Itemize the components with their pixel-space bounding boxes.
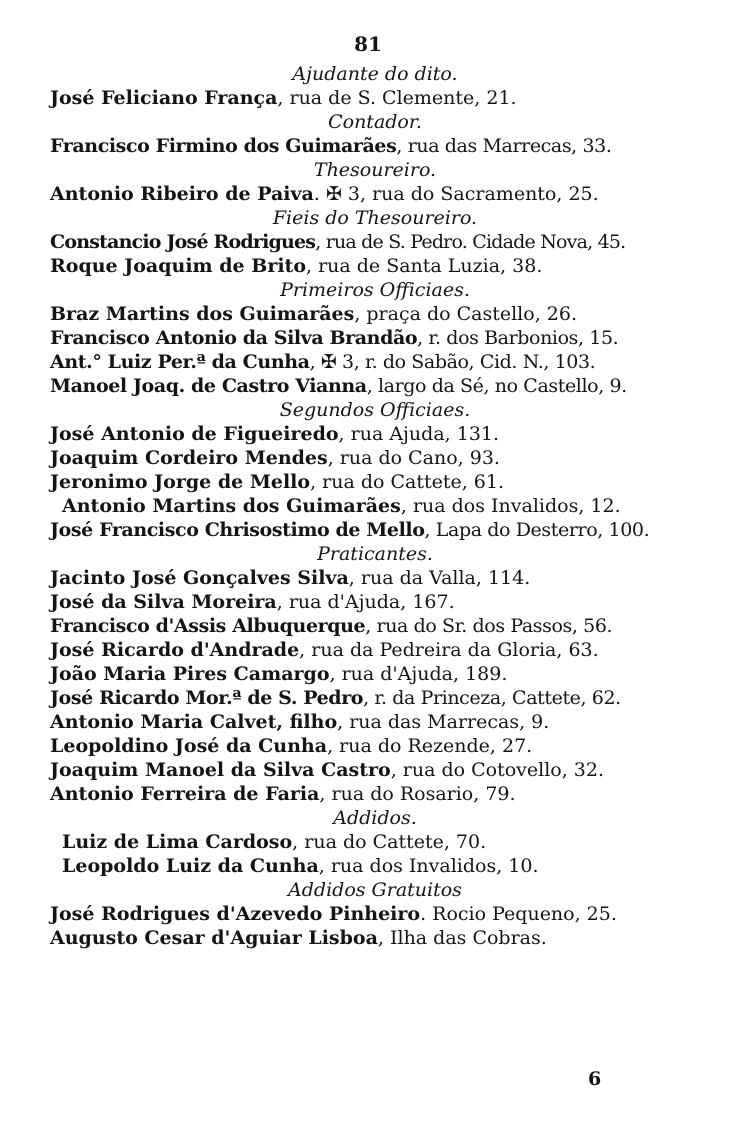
section-heading: Segundos Officiaes. — [279, 399, 471, 421]
entry-address: , r. dos Barbonios, 15. — [417, 327, 619, 349]
directory-entry — [50, 446, 690, 470]
directory-entry — [50, 854, 690, 878]
entry-name: José Rodrigues d'Azevedo Pinheiro — [50, 903, 421, 925]
directory-entry — [50, 638, 690, 662]
directory-entry — [50, 782, 690, 806]
entry-name: Luiz de Lima Cardoso — [62, 831, 293, 853]
directory-entry — [50, 254, 690, 278]
entry-name: José Francisco Chrisostimo de Mello — [50, 519, 425, 541]
entry-address: , rua do Cano, 93. — [327, 447, 500, 469]
entry-address: , rua dos Invalidos, 12. — [400, 495, 621, 517]
directory-entry — [50, 518, 690, 542]
directory-entry — [50, 566, 690, 590]
entry-address: . ✠ 3, rua do Sacramento, 25. — [313, 183, 599, 205]
entry-address: , rua d'Ajuda, 189. — [329, 663, 508, 685]
directory-entry — [50, 830, 690, 854]
entry-address: , rua do Cattete, 70. — [292, 831, 487, 853]
entry-name: Antonio Ferreira de Faria — [50, 783, 320, 805]
directory-entry — [50, 422, 690, 446]
entry-name: Manoel Joaq. de Castro Vianna — [50, 375, 367, 397]
directory-entry — [50, 86, 690, 110]
entry-name: Leopoldino José da Cunha — [50, 735, 328, 757]
entry-name: José da Silva Moreira — [50, 591, 277, 613]
directory-entry — [50, 374, 690, 398]
section-heading: Addidos. — [333, 807, 417, 829]
directory-entry — [50, 350, 690, 374]
entry-name: João Maria Pires Camargo — [50, 663, 330, 685]
signature-mark: 6 — [588, 1068, 602, 1090]
page-number: 81 — [354, 32, 382, 56]
directory-entry — [50, 758, 690, 782]
section-heading: Praticantes. — [317, 543, 433, 565]
entry-address: , rua da Valla, 114. — [348, 567, 531, 589]
entry-name: Ant.° Luiz Per.ª da Cunha — [50, 351, 310, 373]
directory-entry — [50, 734, 690, 758]
entry-name: Leopoldo Luiz da Cunha — [62, 855, 319, 877]
entry-name: Francisco Firmino dos Guimarães — [50, 135, 397, 157]
entry-name: Jeronimo Jorge de Mello — [50, 471, 311, 493]
directory-entry — [50, 662, 690, 686]
directory-entry — [50, 134, 690, 158]
section-heading: Addidos Gratuitos — [288, 879, 462, 901]
entry-name: Francisco d'Assis Albuquerque — [50, 615, 366, 637]
directory-entry — [50, 926, 690, 950]
directory-entry — [50, 494, 690, 518]
entry-address: , largo da Sé, no Castello, 9. — [366, 375, 627, 397]
entry-name: Braz Martins dos Guimarães — [50, 303, 355, 325]
entry-name: Antonio Maria Calvet, filho — [50, 711, 338, 733]
entry-address: , rua do Sr. dos Passos, 56. — [365, 615, 613, 637]
entry-address: , rua do Cotovello, 32. — [390, 759, 605, 781]
entry-name: Antonio Ribeiro de Paiva — [50, 183, 314, 205]
entry-name: Antonio Martins dos Guimarães — [62, 495, 401, 517]
entry-address: , rua das Marrecas, 33. — [396, 135, 612, 157]
entry-address: , rua Ajuda, 131. — [338, 423, 500, 445]
entry-address: , rua d'Ajuda, 167. — [276, 591, 455, 613]
entry-name: Constancio José Rodrigues — [50, 231, 316, 253]
directory-entry — [50, 230, 690, 254]
directory-entry — [50, 710, 690, 734]
entry-address: , ✠ 3, r. do Sabão, Cid. N., 103. — [309, 351, 596, 373]
directory-entry — [50, 590, 690, 614]
section-heading: Fieis do Thesoureiro. — [272, 207, 478, 229]
entry-address: , rua dos Invalidos, 10. — [318, 855, 539, 877]
entry-address: , Ilha das Cobras. — [377, 927, 547, 949]
section-heading: Contador. — [328, 111, 422, 133]
directory-entry — [50, 302, 690, 326]
directory-entry — [50, 470, 690, 494]
entry-name: José Ricardo d'Andrade — [50, 639, 300, 661]
entry-name: Joaquim Manoel da Silva Castro — [50, 759, 391, 781]
section-heading: Primeiros Officiaes. — [280, 279, 470, 301]
directory-entry — [50, 182, 690, 206]
entry-address: , rua da Pedreira da Gloria, 63. — [299, 639, 599, 661]
directory-entry — [50, 902, 690, 926]
entry-address: , rua do Rezende, 27. — [327, 735, 533, 757]
section-heading: Ajudante do dito. — [292, 63, 458, 85]
section-heading: Thesoureiro. — [313, 159, 437, 181]
entry-address: , rua do Rosario, 79. — [319, 783, 516, 805]
entry-address: , rua de S. Pedro. Cidade Nova, 45. — [315, 231, 626, 253]
entry-name: Roque Joaquim de Brito — [50, 255, 306, 277]
entry-address: , rua de Santa Luzia, 38. — [306, 255, 543, 277]
entry-address: , rua do Cattete, 61. — [310, 471, 505, 493]
entry-name: Jacinto José Gonçalves Silva — [50, 567, 349, 589]
directory-entry — [50, 614, 690, 638]
directory-entry — [50, 326, 690, 350]
entry-name: Joaquim Cordeiro Mendes — [50, 447, 328, 469]
entry-name: Augusto Cesar d'Aguiar Lisboa — [50, 927, 378, 949]
entry-name: Francisco Antonio da Silva Brandão — [50, 327, 418, 349]
entry-address: , Lapa do Desterro, 100. — [424, 519, 650, 541]
entry-address: , rua das Marrecas, 9. — [337, 711, 550, 733]
directory-entry — [50, 686, 690, 710]
entry-address: . Rocio Pequeno, 25. — [420, 903, 617, 925]
directory-listing — [50, 62, 690, 950]
entry-address: , rua de S. Clemente, 21. — [277, 87, 517, 109]
entry-name: José Ricardo Mor.ª de S. Pedro — [50, 687, 364, 709]
entry-address: , r. da Princeza, Cattete, 62. — [363, 687, 621, 709]
entry-name: José Feliciano França — [50, 87, 278, 109]
entry-name: José Antonio de Figueiredo — [50, 423, 339, 445]
entry-address: , praça do Castello, 26. — [354, 303, 577, 325]
